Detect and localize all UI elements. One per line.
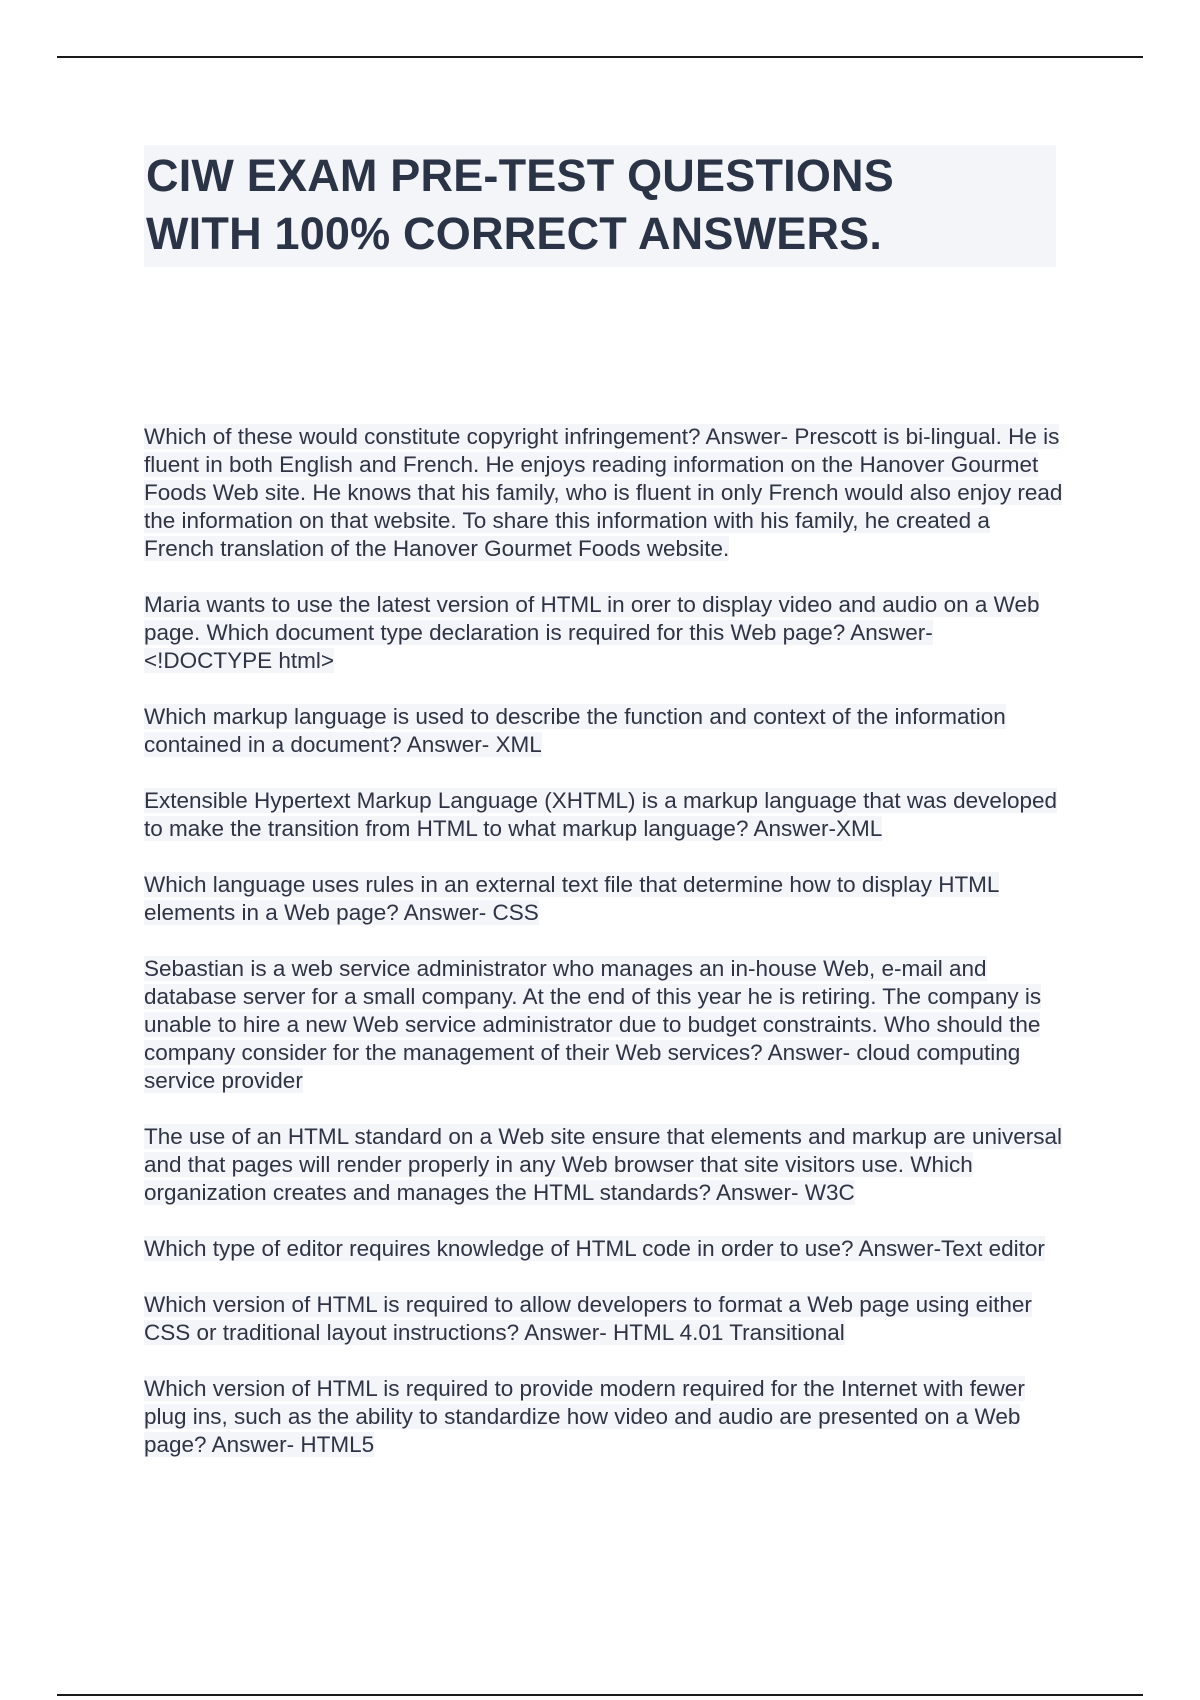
- qa-item: [144, 1375, 1064, 1459]
- qa-item: [144, 955, 1064, 1095]
- qa-item: [144, 1123, 1064, 1207]
- qa-text: Extensible Hypertext Markup Language (XHTML) is a markup language that was developed to make the transition from HTML to what markup language? Answer-XML: [144, 788, 1057, 841]
- qa-text: Which version of HTML is required to provide modern required for the Internet with fewer plug ins, such as the ability to standardize how video and audio are presented on a Web page? Answer- HTML5: [144, 1376, 1025, 1457]
- qa-item: [144, 591, 1064, 675]
- qa-text: Sebastian is a web service administrator who manages an in-house Web, e-mail and database server for a small company. At the end of this year he is retiring. The company is unable to hire a new Web service administrator due to budget constraints. Who should the company consider for the management of their Web services? Answer- cloud computing service provider: [144, 956, 1042, 1093]
- qa-item: [144, 1291, 1064, 1347]
- qa-list: [144, 423, 1064, 1487]
- qa-item: [144, 703, 1064, 759]
- qa-text: The use of an HTML standard on a Web site ensure that elements and markup are universal and that pages will render properly in any Web browser that site visitors use. Which organization creates and manages the HTML standards? Answer- W3C: [144, 1124, 1062, 1205]
- title-line-1: CIW EXAM PRE-TEST QUESTIONS: [146, 150, 894, 201]
- bottom-rule: [57, 1694, 1143, 1696]
- qa-item: [144, 423, 1064, 563]
- qa-text: Which of these would constitute copyright infringement? Answer- Prescott is bi-lingual. He is fluent in both English and French. He enjoys reading information on the Hanover Gourmet Foods Web site. He knows that his family, who is fluent in only French would also enjoy read the information on that website. To share this information with his family, he created a French translation of the Hanover Gourmet Foods website.: [144, 424, 1063, 561]
- title-line-2: WITH 100% CORRECT ANSWERS.: [146, 208, 883, 259]
- title-block: [144, 145, 1056, 267]
- top-rule: [57, 56, 1143, 58]
- qa-text: Which markup language is used to describe the function and context of the information contained in a document? Answer- XML: [144, 704, 1006, 757]
- page-title: [146, 147, 1056, 263]
- qa-text: Maria wants to use the latest version of HTML in orer to display video and audio on a Web page. Which document type declaration is required for this Web page? Answer- <!DOCTYPE html>: [144, 592, 1040, 673]
- qa-item: [144, 1235, 1064, 1263]
- qa-text: Which type of editor requires knowledge of HTML code in order to use? Answer-Text editor: [144, 1236, 1045, 1261]
- qa-text: Which language uses rules in an external text file that determine how to display HTML elements in a Web page? Answer- CSS: [144, 872, 1000, 925]
- qa-item: [144, 787, 1064, 843]
- qa-item: [144, 871, 1064, 927]
- qa-text: Which version of HTML is required to allow developers to format a Web page using either CSS or traditional layout instructions? Answer- HTML 4.01 Transitional: [144, 1292, 1032, 1345]
